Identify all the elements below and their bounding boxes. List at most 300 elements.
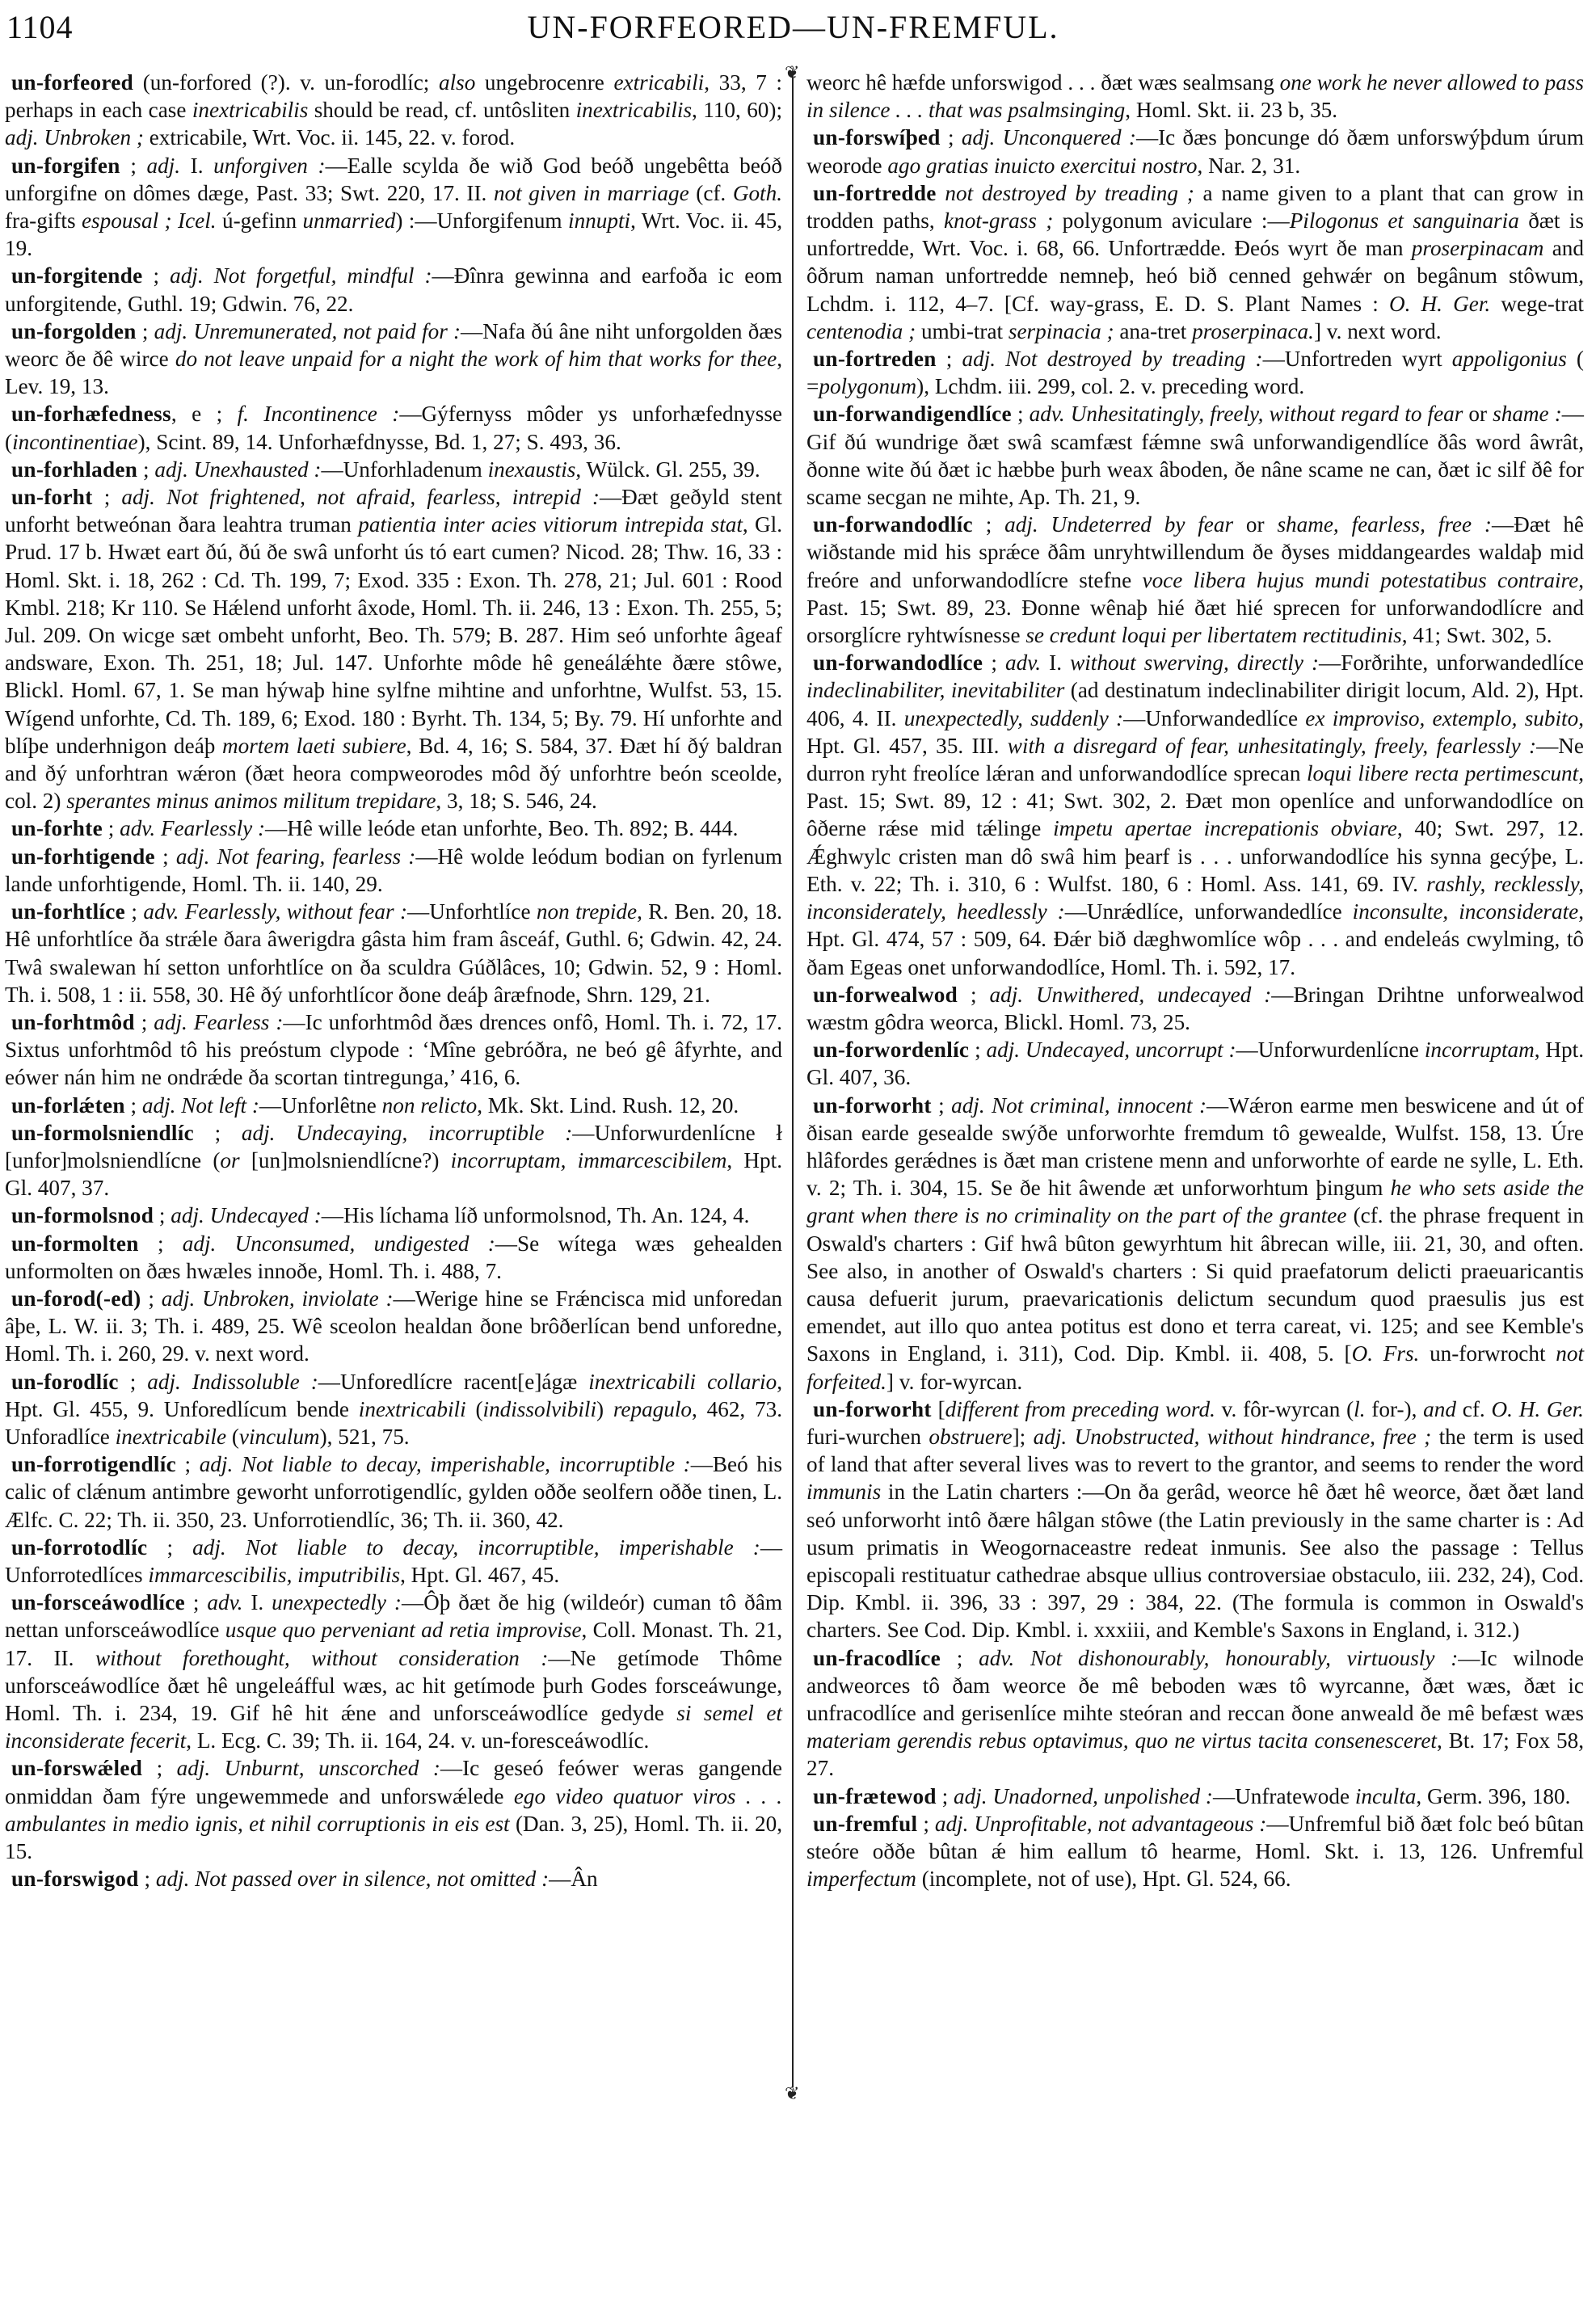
entry-text: I. — [180, 153, 214, 178]
entry-italic-text: usque quo perveniant ad retia improvise — [225, 1618, 582, 1643]
entry-text: or — [1463, 402, 1493, 427]
entry-italic-text: loqui libere recta pertimescunt — [1306, 761, 1579, 786]
entry-text: [un]molsniendlícne?) — [239, 1147, 451, 1172]
entry-text — [937, 181, 945, 205]
entry-italic-text: voce libera hujus mundi potestatibus contraire — [1142, 567, 1579, 592]
entry-italic-text: inextricabili — [358, 1396, 466, 1421]
entry-headword: un-forhladen — [11, 457, 138, 482]
entry-text: —Hê wolde leódum bodian on fyrlenum lande unforhtigende, Homl. Th. ii. 140, 29. — [5, 844, 782, 896]
entry-text: ( — [465, 1396, 483, 1421]
entry-italic-text: not given in marriage — [493, 180, 689, 205]
entry-text: ; — [141, 1286, 162, 1311]
entry-headword: un-forrotodlíc — [11, 1534, 148, 1560]
entry-text: ; — [154, 1203, 171, 1228]
entry-text: —Ne getímode Thôme unforsceáwodlíce ðæt hê ungeleáfful wæs, ac hit getímode þurh Godes forsceáwunge, Homl. Th. i. 234, 19. Gif hê hit ǽne and unforsceáwodlíce gedyde — [5, 1645, 783, 1725]
entry-text: —Ðînra gewinna and earfoða ic eom unforgitende, Guthl. 19; Gdwin. 76, 22. — [5, 263, 782, 316]
entry-text: , Hpt. Gl. 407, 36. — [806, 1038, 1584, 1090]
page-header — [6, 8, 1580, 48]
entry-text: ; — [972, 512, 1005, 537]
entry-text: ] v. for-wyrcan. — [886, 1369, 1023, 1394]
entry-italic-text: inextricabile — [115, 1424, 227, 1449]
dictionary-entry — [806, 400, 1584, 511]
entry-headword: un-frætewod — [813, 1783, 937, 1808]
entry-italic-text: patientia inter acies vitiorum intrepida stat — [358, 512, 743, 537]
entry-italic-text: vinculum — [238, 1424, 320, 1449]
entry-italic-text: imperfectum — [806, 1867, 916, 1892]
dictionary-entry — [5, 1368, 782, 1451]
entry-text: —Ðæt geðyld stent unforht betweónan ðara leahtra truman — [5, 485, 782, 537]
entry-text: —Se wítega wæs gehealden unformolten on ðæs hwæles innoðe, Homl. Th. i. 488, 7. — [5, 1231, 782, 1283]
entry-text: ( — [226, 1424, 239, 1449]
entry-italic-text: adj. Undecaying, incorruptible : — [241, 1120, 573, 1145]
entry-text: ; — [936, 1783, 954, 1808]
entry-text: ; — [138, 1231, 183, 1256]
entry-text: and ôðrum naman unfortredde nemneþ, heó bið cenned gehwǽr on begânum stôwum, Lchdm. i. 112, 4–7. [Cf. way-grass, E. D. S. Plant Names : — [806, 236, 1584, 316]
entry-italic-text: unmarried — [302, 208, 396, 234]
entry-text: —Ic wilnode andweorces tô ðam weorce ðe mê beboden wæs tô wyrcanne, ðæt wæs, ðæt ic unfracodlíce and gerisenlíce mihte steóran and reccan ðone anweald ðe mê befæst wæs — [806, 1645, 1584, 1725]
entry-italic-text: adj. Not destroyed by treading : — [962, 347, 1263, 372]
entry-italic-text: innupti — [568, 208, 631, 234]
dictionary-entry — [806, 1092, 1584, 1395]
dictionary-entry — [5, 1119, 782, 1202]
entry-text: ; — [125, 899, 144, 924]
entry-text: , Past. 15; Swt. 89, 23. Ðonne wênaþ hié ðæt hié sprecen for unforwandodlícre and orsorglícre ryhtwísnesse — [806, 567, 1584, 648]
entry-text: (cf. — [689, 180, 733, 205]
entry-text: —Unfremful bið ðæt folc beó bûtan steóre oððe bûtan ǽ him eallum tô hearme, Homl. Skt. i. 13, 126. Unfremful — [806, 1811, 1584, 1863]
entry-headword: un-forswíþed — [813, 125, 941, 150]
entry-text: , Lev. 19, 13. — [5, 347, 782, 399]
entry-italic-text: incorruptam — [1424, 1038, 1535, 1063]
entry-text: ; — [120, 153, 147, 178]
entry-text: , Wülck. Gl. 255, 39. — [575, 457, 760, 482]
entry-italic-text: incontinentiae — [12, 429, 138, 454]
entry-text: ; — [940, 125, 962, 150]
entry-text: —Unforwandedlíce — [1123, 705, 1306, 730]
entry-text: ), Lchdm. iii. 299, col. 2. v. preceding word. — [916, 374, 1305, 399]
entry-text: ana-tret — [1114, 318, 1193, 343]
entry-headword: un-forwordenlíc — [813, 1038, 970, 1063]
entry-italic-text: proserpinaca. — [1192, 318, 1314, 343]
dictionary-entry — [806, 1036, 1584, 1091]
entry-text: wege-trat — [1490, 291, 1584, 316]
entry-text: —Werige hine se Frǽncisca mid unforedan âþe, L. W. ii. 3; Th. i. 489, 25. Wê sceolon healdan ðone brôðerlícan bend unforedne, Homl. Th. i. 260, 29. v. next word. — [5, 1286, 783, 1366]
entry-text: —Ic geseó feówer weras gangende onmiddan ðam fýre ungewemmede and unforswǽlede — [5, 1756, 782, 1808]
dictionary-entry — [806, 1644, 1584, 1783]
entry-italic-text: rashly, recklessly, inconsiderately, heedlessly : — [806, 871, 1584, 924]
entry-text: (ad destinatum indeclinabiliter dirigit locum, Ald. 2), Hpt. 406, 4. II. — [806, 678, 1584, 730]
entry-text: —Gif ðú wundrige ðæt swâ scamfæst fǽmne swâ unforwandigendlíce ðâs word âwrât, ðonne wite ðú ðæt ic hæbbe þurh weax âboden, ðe nâne scame ne can, ðæt ic silf ðê for scame secgan ne mihte, Ap. Th. 21, 9. — [806, 402, 1584, 510]
entry-headword: un-fortreden — [813, 347, 937, 372]
entry-text: , Hpt. Gl. 407, 37. — [5, 1147, 783, 1201]
entry-text: ; — [936, 347, 962, 372]
entry-italic-text: unforgiven : — [213, 153, 326, 178]
entry-text: , 33, 7 : perhaps in each case — [5, 70, 782, 123]
entry-italic-text: with a disregard of fear, unhesitatingly, freely, fearlessly : — [1007, 733, 1537, 758]
entry-italic-text: adj. Unwithered, undecayed : — [989, 982, 1272, 1007]
entry-italic-text: l. — [1354, 1396, 1366, 1421]
dictionary-entry — [5, 1534, 782, 1589]
entry-italic-text: adj. Not left : — [141, 1092, 259, 1118]
entry-text: ; — [983, 650, 1005, 676]
entry-text: —Unforwurdenlícne — [1236, 1038, 1425, 1063]
entry-text: ; — [917, 1811, 935, 1836]
entry-italic-text: different from preceding word. — [945, 1396, 1215, 1421]
entry-text: , Mk. Skt. Lind. Rush. 12, 20. — [477, 1092, 739, 1118]
dictionary-entry — [806, 1783, 1584, 1810]
entry-headword: un-fortredde — [813, 180, 937, 205]
dictionary-columns — [5, 62, 1590, 2299]
entry-italic-text: Pilogonus et sanguinaria — [1289, 208, 1519, 234]
entry-text: , Nar. 2, 31. — [1197, 153, 1301, 178]
entry-text: , Hpt. Gl. 467, 45. — [400, 1562, 560, 1587]
entry-text: —Unrǽdlíce, unforwandedlíce — [1064, 899, 1353, 924]
entry-headword: un-fremful — [813, 1811, 918, 1836]
entry-text: —Unforlêtne — [259, 1092, 382, 1118]
entry-text: (incomplete, not of use), Hpt. Gl. 524, 66. — [916, 1867, 1291, 1892]
entry-text: ú-gefinn — [216, 208, 303, 234]
entry-italic-text: adj. Unremunerated, not paid for : — [154, 318, 461, 343]
entry-headword: un-forgitende — [11, 263, 143, 288]
entry-italic-text: unexpectedly : — [272, 1590, 402, 1615]
entry-text: ; — [138, 1867, 156, 1892]
entry-text: , Homl. Skt. ii. 23 b, 35. — [1125, 98, 1338, 123]
entry-text: should be read, cf. untôsliten — [308, 98, 576, 123]
entry-text: ; — [185, 1590, 208, 1615]
entry-headword: un-fracodlíce — [813, 1645, 941, 1670]
dictionary-entry — [5, 318, 782, 401]
entry-text: —Unforhladenum — [321, 457, 488, 482]
entry-italic-text: shame, fearless, free : — [1277, 512, 1492, 537]
entry-text: a name given to a plant that can grow in trodden paths, — [806, 180, 1584, 234]
entry-headword: un-forfeored — [11, 70, 134, 95]
entry-italic-text: incorruptam, immarcescibilem — [450, 1147, 727, 1172]
entry-text: , 462, 73. Unforadlíce — [5, 1396, 782, 1449]
dictionary-entry — [806, 1395, 1584, 1644]
dictionary-entry — [5, 69, 782, 152]
dictionary-entry — [5, 483, 782, 815]
entry-headword: un-forwandigendlíce — [813, 402, 1012, 427]
entry-headword: un-forhæfedness — [11, 402, 171, 427]
dictionary-entry — [806, 69, 1584, 124]
entry-italic-text: ego video quatuor viros . . . ambulantes in medio ignis, et nihil corruptionis in eis est — [5, 1783, 782, 1836]
entry-italic-text: adj. Fearless : — [154, 1009, 284, 1034]
column-divider — [792, 75, 794, 2087]
entry-italic-text: ex improviso, extemplo, subito — [1305, 705, 1579, 730]
entry-headword: un-forod(-ed) — [11, 1286, 141, 1311]
entry-text: —Ne durron ryht freolíce lǽran and unforwandodlíce sprecan — [806, 733, 1584, 786]
entry-text: , 3, 18; S. 546, 24. — [436, 789, 597, 814]
entry-text: ; — [958, 982, 990, 1007]
entry-text: —Ðæt hê wiðstande mid his sprǽce ðâm unryhtwillendum ðe ðyses middangeardes waldaþ mid freóre and unforwandodlícre stefne — [806, 512, 1584, 592]
dictionary-entry — [5, 456, 782, 483]
entry-text: for-), — [1365, 1396, 1424, 1421]
entry-italic-text: non trepide — [536, 899, 638, 924]
entry-text: —Ôþ ðæt ðe hig (wildeór) cuman tô ðâm nettan unforsceáwodlíce — [5, 1590, 782, 1643]
entry-text: —Unforrotedlíces — [5, 1534, 782, 1587]
entry-text: —Forðrihte, unforwandedlíce — [1319, 650, 1584, 676]
dictionary-entry — [5, 262, 782, 317]
entry-italic-text: adv. Not dishonourably, honourably, virtuously : — [979, 1645, 1459, 1670]
entry-italic-text: adv. Fearlessly, without fear : — [143, 899, 407, 924]
entry-italic-text: adj. Unprofitable, not advantageous : — [934, 1811, 1267, 1836]
entry-italic-text: adj. Not fearing, fearless : — [175, 844, 416, 869]
entry-text: , R. Ben. 20, 18. Hê unforhtlíce ða strǽle ðara âwerigdra gâsta him fram âsceáf, Guthl. 6; Gdwin. 42, 24. Twâ swalewan hí setton unforhtlíce on ða sculdra Gúðlâces, 10; Gdwin. 52, 9 : Homl. Th. i. 508, 1 : ii. 558, 30. Hê ðý unforhtlícor ðone deáþ âræfnode, Shrn. 129, 21. — [5, 899, 782, 1007]
dictionary-entry — [5, 400, 782, 455]
entry-text: ; — [134, 1009, 154, 1034]
entry-italic-text: he who sets aside the grant when there is no criminality on the part of the grantee — [806, 1176, 1584, 1228]
entry-italic-text: adj. Undecayed, uncorrupt : — [986, 1038, 1236, 1063]
entry-italic-text: adj. Not criminal, innocent : — [951, 1092, 1207, 1118]
entry-headword: un-forworht — [813, 1092, 932, 1118]
entry-text: ( = — [806, 347, 1584, 399]
entry-italic-text: non relicto — [381, 1092, 478, 1118]
entry-text: —Unforedlícre racent[e]ágæ — [318, 1369, 589, 1394]
entry-italic-text: polygonum — [819, 374, 917, 399]
entry-text: —Ân — [549, 1867, 598, 1892]
entry-text: in the Latin charters :—On ða gerâd, weorce hê ðæt hê weorce, ðæt ðæt land seó unforworht intô ðære hâlgan stôwe (the Latin previously in the same charter is : Ad usum primatis in Weogornaceastre redeat inmunis. See also the passage : Tellus episcopali restituatur cathedrae absque ullius controversiae obstaculo, iii. 232, 24), Cod. Dip. Kmbl. ii. 396, 33 : 397, 29 : 384, 22. (The formula is common in Oswald's charters. See Cod. Dip. Kmbl. i. xxxiii, and Kemble's Saxons in England, i. 312.) — [806, 1480, 1584, 1643]
entry-text: weorc hê hæfde unforswigod . . . ðæt wæs sealmsang — [806, 70, 1280, 95]
entry-italic-text: O. H. Ger. — [1388, 291, 1491, 316]
entry-italic-text: materiam gerendis rebus optavimus, quo ne virtus tacita consenesceret — [806, 1728, 1437, 1753]
entry-italic-text: f. Incontinence : — [237, 402, 400, 427]
entry-text: ), 521, 75. — [319, 1424, 410, 1449]
entry-italic-text: shame : — [1493, 402, 1562, 427]
entry-italic-text: indissolvibili — [482, 1396, 596, 1421]
entry-italic-text: adj. — [146, 153, 181, 178]
entry-italic-text: adj. Unconquered : — [961, 125, 1136, 150]
entry-italic-text: inconsulte, inconsiderate — [1352, 899, 1579, 924]
dictionary-entry — [5, 843, 782, 898]
entry-text: —Ealle scylda ðe wið God beóð ungebêtta beóð unforgifne on dômes dæge, Past. 33; Swt. 220, 17. II. — [5, 153, 782, 205]
entry-headword: un-forgifen — [11, 153, 120, 178]
right-column — [806, 69, 1584, 1892]
entry-text: ; — [1011, 402, 1030, 427]
entry-text: (un-forfored (?). v. un-forodlíc; — [133, 70, 439, 95]
entry-italic-text: without forethought, without consideration : — [95, 1645, 549, 1670]
entry-headword: un-forrotigendlíc — [11, 1452, 176, 1477]
entry-text: ; — [175, 1452, 200, 1477]
entry-italic-text: also — [438, 70, 476, 95]
entry-text: , Past. 15; Swt. 89, 12 : 41; Swt. 302, 2. Ðæt mon openlíce and unforwandodlíce on ôðerne rǽse mid tǽlinge — [806, 761, 1584, 841]
entry-text: , Hpt. Gl. 457, 35. III. — [806, 705, 1584, 758]
entry-text: —Unforwurdenlícne ł [unfor]molsniendlícne ( — [5, 1120, 782, 1172]
entry-text: —Ic unforhtmôd ðæs drences onfô, Homl. Th. i. 72, 17. Sixtus unforhtmôd tô his preóstum clypode : ‘Mîne gebróðra, ne beó gê âfyrhte, and eówer nán him ne ondrǽde ða scortan tintregunga,’ 416, 6. — [5, 1009, 782, 1090]
entry-italic-text: one work he never allowed to pass in silence . . . that was psalmsinging — [806, 70, 1584, 123]
entry-text: , 41; Swt. 302, 5. — [1401, 623, 1552, 648]
entry-text: , L. Ecg. C. 39; Th. ii. 164, 24. v. un-foresceáwodlíc. — [186, 1728, 650, 1753]
entry-headword: un-forhtmôd — [11, 1009, 135, 1034]
entry-text: —Beó his calic of clǽnum antimbre geworht unforrotigendlíc, gylden oððe seolfern oððe tinen, L. Ælfc. C. 22; Th. ii. 350, 23. Unforrotiendlíc, 36; Th. ii. 360, 42. — [5, 1452, 782, 1532]
entry-italic-text: adv. — [207, 1590, 243, 1615]
entry-text: ; — [137, 457, 155, 482]
entry-headword: un-forodlíc — [11, 1369, 119, 1394]
ornament-bottom-icon: ❦ — [785, 2083, 800, 2103]
entry-italic-text: adj. Undeterred by fear — [1004, 512, 1234, 537]
entry-text: ; — [118, 1369, 148, 1394]
entry-italic-text: immarcescibilis, imputribilis — [148, 1562, 401, 1587]
entry-italic-text: repagulo — [613, 1396, 693, 1421]
entry-text: ; — [136, 318, 154, 343]
entry-italic-text: and — [1423, 1396, 1456, 1421]
entry-italic-text: O. Frs. — [1351, 1341, 1420, 1366]
entry-italic-text: immunis — [806, 1480, 882, 1505]
dictionary-entry — [5, 152, 782, 263]
entry-text: or — [1233, 512, 1278, 537]
entry-headword: un-forswigod — [11, 1867, 139, 1892]
entry-italic-text: adj. Unobstructed, without hindrance, free ; — [1033, 1424, 1432, 1449]
dictionary-entry — [5, 815, 782, 842]
entry-text: furi-wurchen — [806, 1424, 929, 1449]
entry-italic-text: adj. Unconsumed, undigested : — [182, 1231, 495, 1256]
entry-headword: un-formolten — [11, 1231, 139, 1256]
entry-text: ; — [969, 1038, 987, 1063]
entry-text: ; — [92, 485, 122, 510]
entry-headword: un-forgolden — [11, 318, 137, 343]
entry-text: un-forwrocht — [1419, 1341, 1556, 1366]
entry-text: I. — [1041, 650, 1071, 676]
entry-text: (Dan. 3, 25), Homl. Th. ii. 20, 15. — [5, 1811, 782, 1863]
entry-italic-text: inextricabilis — [192, 98, 309, 123]
entry-italic-text: adv. Unhesitatingly, freely, without regard to fear — [1029, 402, 1463, 427]
entry-text: fra-gifts — [5, 208, 82, 234]
entry-text: ; — [931, 1092, 952, 1118]
entry-text: I. — [242, 1590, 272, 1615]
dictionary-entry — [5, 1285, 782, 1368]
entry-italic-text: adj. Unbroken, inviolate : — [161, 1286, 394, 1311]
entry-text: ; — [147, 1534, 193, 1560]
entry-text: , Hpt. Gl. 474, 57 : 509, 64. Ðǽr bið dæghwomlíce wôp . . . and endeleás cwylming, tô ðam Egeas onet unforwandodlíce, Homl. Th. i. 592, 17. — [806, 899, 1585, 979]
entry-text: ) :—Unforgifenum — [395, 208, 569, 234]
entry-text: —Nafa ðú âne niht unforgolden ðæs weorc ðe ðê wirce — [5, 318, 783, 372]
entry-text: , Bd. 4, 16; S. 584, 37. Ðæt hí ðý baldran and ðý unforhtran wǽron (ðæt heora compweorodes môd ðý unforhtre beón sceolde, col. 2) — [5, 733, 782, 814]
entry-text: , Germ. 396, 180. — [1416, 1783, 1571, 1808]
entry-italic-text: indeclinabiliter, inevitabiliter — [806, 678, 1065, 703]
entry-italic-text: adv. — [1005, 650, 1042, 676]
dictionary-entry — [5, 1230, 782, 1285]
entry-text: , e ; — [171, 402, 238, 427]
entry-italic-text: inexaustis — [487, 457, 576, 482]
entry-text: ; — [124, 1092, 142, 1118]
dictionary-entry — [5, 1865, 782, 1892]
entry-text: [ — [931, 1396, 945, 1421]
entry-text: —Hê wille leóde etan unforhte, Beo. Th. 892; B. 444. — [265, 816, 739, 841]
entry-italic-text: sperantes minus animos militum trepidare — [66, 789, 436, 814]
entry-text: extricabile, Wrt. Voc. ii. 145, 22. v. forod. — [143, 125, 516, 150]
entry-text: ), Scint. 89, 14. Unforhæfdnysse, Bd. 1, 27; S. 493, 36. — [137, 429, 621, 454]
entry-text: ; — [193, 1120, 242, 1145]
entry-text: , Coll. Monast. Th. 21, 17. II. — [5, 1618, 783, 1670]
entry-italic-text: mortem laeti subiere — [221, 733, 406, 758]
entry-headword: un-forwealwod — [813, 982, 958, 1007]
entry-italic-text: unexpectedly, suddenly : — [903, 705, 1124, 730]
entry-italic-text: knot-grass ; — [944, 208, 1054, 234]
entry-text: , Hpt. Gl. 455, 9. Unforedlícum bende — [5, 1369, 782, 1421]
entry-headword: un-forworht — [813, 1396, 932, 1421]
entry-text: , 40; Swt. 297, 12. Ǽghwylc cristen man dô swâ him þearf is . . . unforwandodlíce his synna gecýþe, L. Eth. v. 22; Th. i. 310, 6 : Wulfst. 180, 6 : Homl. Ass. 141, 69. IV. — [806, 816, 1584, 896]
entry-headword: un-forsceáwodlíce — [11, 1590, 186, 1615]
entry-italic-text: serpinacia ; — [1008, 318, 1114, 343]
entry-italic-text: proserpinacam — [1411, 236, 1544, 261]
entry-headword: un-forhte — [11, 816, 103, 841]
entry-text: —Gýfernyss môder ys unforhæfednysse ( — [5, 402, 782, 454]
entry-headword: un-forwandodlíce — [813, 650, 983, 676]
entry-italic-text: adj. Indissoluble : — [147, 1369, 318, 1394]
ornament-top-icon: ❦ — [785, 62, 800, 82]
entry-text: —Unfratewode — [1212, 1783, 1355, 1808]
entry-italic-text: not forfeited. — [806, 1341, 1584, 1394]
left-column — [5, 69, 782, 1892]
entry-italic-text: espousal ; Icel. — [81, 208, 217, 234]
entry-text: ðæt is unfortredde, Wrt. Voc. i. 68, 66. Unfortrædde. Ðeós wyrt ðe man — [806, 208, 1584, 261]
entry-italic-text: appoligonius — [1451, 347, 1567, 372]
entry-headword: un-forhtlíce — [11, 899, 126, 924]
entry-italic-text: adj. Not liable to decay, incorruptible, imperishable : — [192, 1534, 760, 1560]
entry-text: ; — [142, 263, 171, 288]
dictionary-entry — [5, 1092, 782, 1119]
dictionary-entry — [5, 898, 782, 1008]
entry-headword: un-forlǽten — [11, 1092, 125, 1118]
entry-text: —Wǽron earme men beswicene and út of ðisan earde gesealde swýðe unforworhte fremdum tô gewealde, Wulfst. 158, 13. Úre hlâfordes gerǽdnes is ðæt man cristene menn and unforworhte of earde ne sylle, L. Eth. v. 2; Th. i. 304, 15. Se ðe hit âwende æt unforworhtum þingum — [806, 1092, 1584, 1201]
entry-text: ]; — [1012, 1424, 1034, 1449]
entry-italic-text: adj. Not forgetful, mindful : — [170, 263, 432, 288]
page-number: 1104 — [6, 9, 74, 45]
entry-headword: un-forswǽled — [11, 1756, 143, 1781]
dictionary-entry — [5, 1202, 782, 1229]
entry-italic-text: inextricabilis — [575, 98, 693, 123]
entry-text: the term is used of land that after several lives was to revert to the grantor, and seems to render the word — [806, 1424, 1584, 1477]
entry-text: —Bringan Drihtne unforwealwod wæstm gôdra weorca, Blickl. Homl. 73, 25. — [806, 982, 1584, 1034]
entry-text: , 110, 60); — [692, 98, 782, 123]
entry-text: , Bt. 17; Fox 58, 27. — [806, 1728, 1584, 1781]
entry-italic-text: adj. Undecayed : — [171, 1203, 322, 1228]
entry-headword: un-formolsniendlíc — [11, 1120, 194, 1145]
entry-italic-text: not destroyed by treading ; — [945, 180, 1194, 205]
entry-italic-text: adv. Fearlessly : — [120, 816, 266, 841]
entry-italic-text: inculta — [1354, 1783, 1417, 1808]
entry-text: —Unforhtlíce — [407, 899, 537, 924]
entry-text: (cf. the phrase frequent in Oswald's charters : Gif hwâ bûton gewyrhtum hit âbrecan wille, iii. 21, 30, and often. See also, in another of Oswald's charters : Si quid praefatorum delicti praeuaricantis causa defuerit jurum, praevaricationis delictum secundum quod praesulis jus est emendet, aut illo quo antea potitus est dono et terra careat, vi. 125; and see Kemble's Saxons in England, i. 311), Cod. Dip. Kmbl. ii. 408, 5. [ — [806, 1203, 1584, 1366]
entry-text: ; — [154, 844, 176, 869]
dictionary-entry — [806, 649, 1584, 980]
entry-italic-text: Goth. — [732, 180, 782, 205]
entry-headword: un-forwandodlíc — [813, 512, 973, 537]
entry-italic-text: without swerving, directly : — [1070, 650, 1320, 676]
entry-italic-text: O. H. Ger. — [1491, 1396, 1584, 1421]
dictionary-entry — [806, 511, 1584, 649]
dictionary-entry — [806, 981, 1584, 1036]
entry-headword: un-forhtigende — [11, 844, 155, 869]
entry-text: v. fôr-wyrcan ( — [1215, 1396, 1354, 1421]
entry-text: —His líchama líð unformolsnod, Th. An. 124, 4. — [321, 1203, 750, 1228]
dictionary-entry — [806, 345, 1584, 400]
entry-italic-text: adj. Not passed over in silence, not omitted : — [155, 1867, 550, 1892]
entry-text: polygonum aviculare :— — [1053, 208, 1290, 234]
entry-italic-text: adj. Unbroken ; — [5, 125, 144, 150]
entry-italic-text: adj. Unexhausted : — [154, 457, 322, 482]
dictionary-entry — [5, 1589, 782, 1754]
entry-text: ) — [596, 1396, 613, 1421]
entry-italic-text: adj. Unadorned, unpolished : — [953, 1783, 1213, 1808]
entry-italic-text: impetu apertae increpationis obviare — [1053, 816, 1397, 841]
entry-headword: un-forht — [11, 485, 93, 510]
dictionary-entry — [806, 1810, 1584, 1893]
entry-text: umbi-trat — [916, 318, 1009, 343]
entry-text: ; — [142, 1756, 177, 1781]
entry-text: , Wrt. Voc. ii. 45, 19. — [5, 208, 783, 261]
entry-italic-text: si semel et inconsiderate fecerit — [5, 1700, 782, 1753]
entry-text: —Unfortreden wyrt — [1262, 347, 1452, 372]
entry-italic-text: inextricabili collario — [588, 1369, 777, 1394]
